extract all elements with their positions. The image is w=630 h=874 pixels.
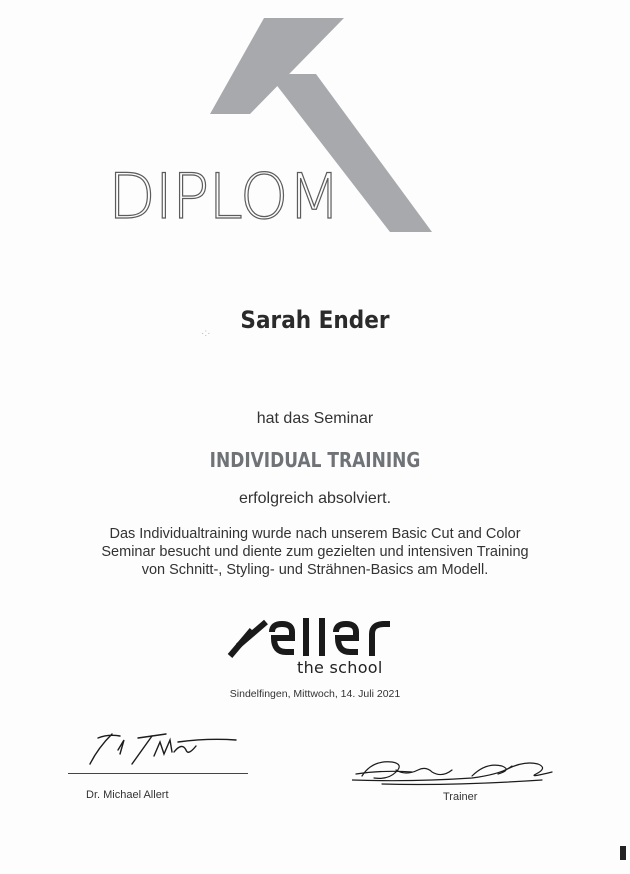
place-date: Sindelfingen, Mittwoch, 14. Juli 2021 <box>229 688 401 700</box>
scan-edge-mark <box>620 846 626 860</box>
signature-left <box>68 728 248 772</box>
intro-text: hat das Seminar <box>256 410 374 427</box>
description-line: Das Individualtraining wurde nach unserem Basic Cut and Color <box>109 526 521 542</box>
course-description <box>0 525 630 579</box>
diploma-title: DIPLOM <box>108 160 341 233</box>
signature-trainer <box>352 752 562 788</box>
description-line: von Schnitt-, Styling- und Strähnen-Basics am Modell. <box>141 562 489 578</box>
signature-line <box>68 773 248 774</box>
completion-text: erfolgreich absolviert. <box>238 490 392 507</box>
description-line: Seminar besucht und diente zum gezielten und intensiven Training <box>101 544 529 560</box>
school-tagline: the school <box>297 658 383 677</box>
trainer-label: Trainer <box>443 791 478 803</box>
recipient-name: Sarah Ender <box>240 306 390 334</box>
scan-speck: ·:· <box>201 328 211 339</box>
signer-name: Dr. Michael Allert <box>86 789 169 801</box>
course-name: INDIVIDUAL TRAINING <box>209 448 421 472</box>
keller-logo <box>226 616 396 660</box>
